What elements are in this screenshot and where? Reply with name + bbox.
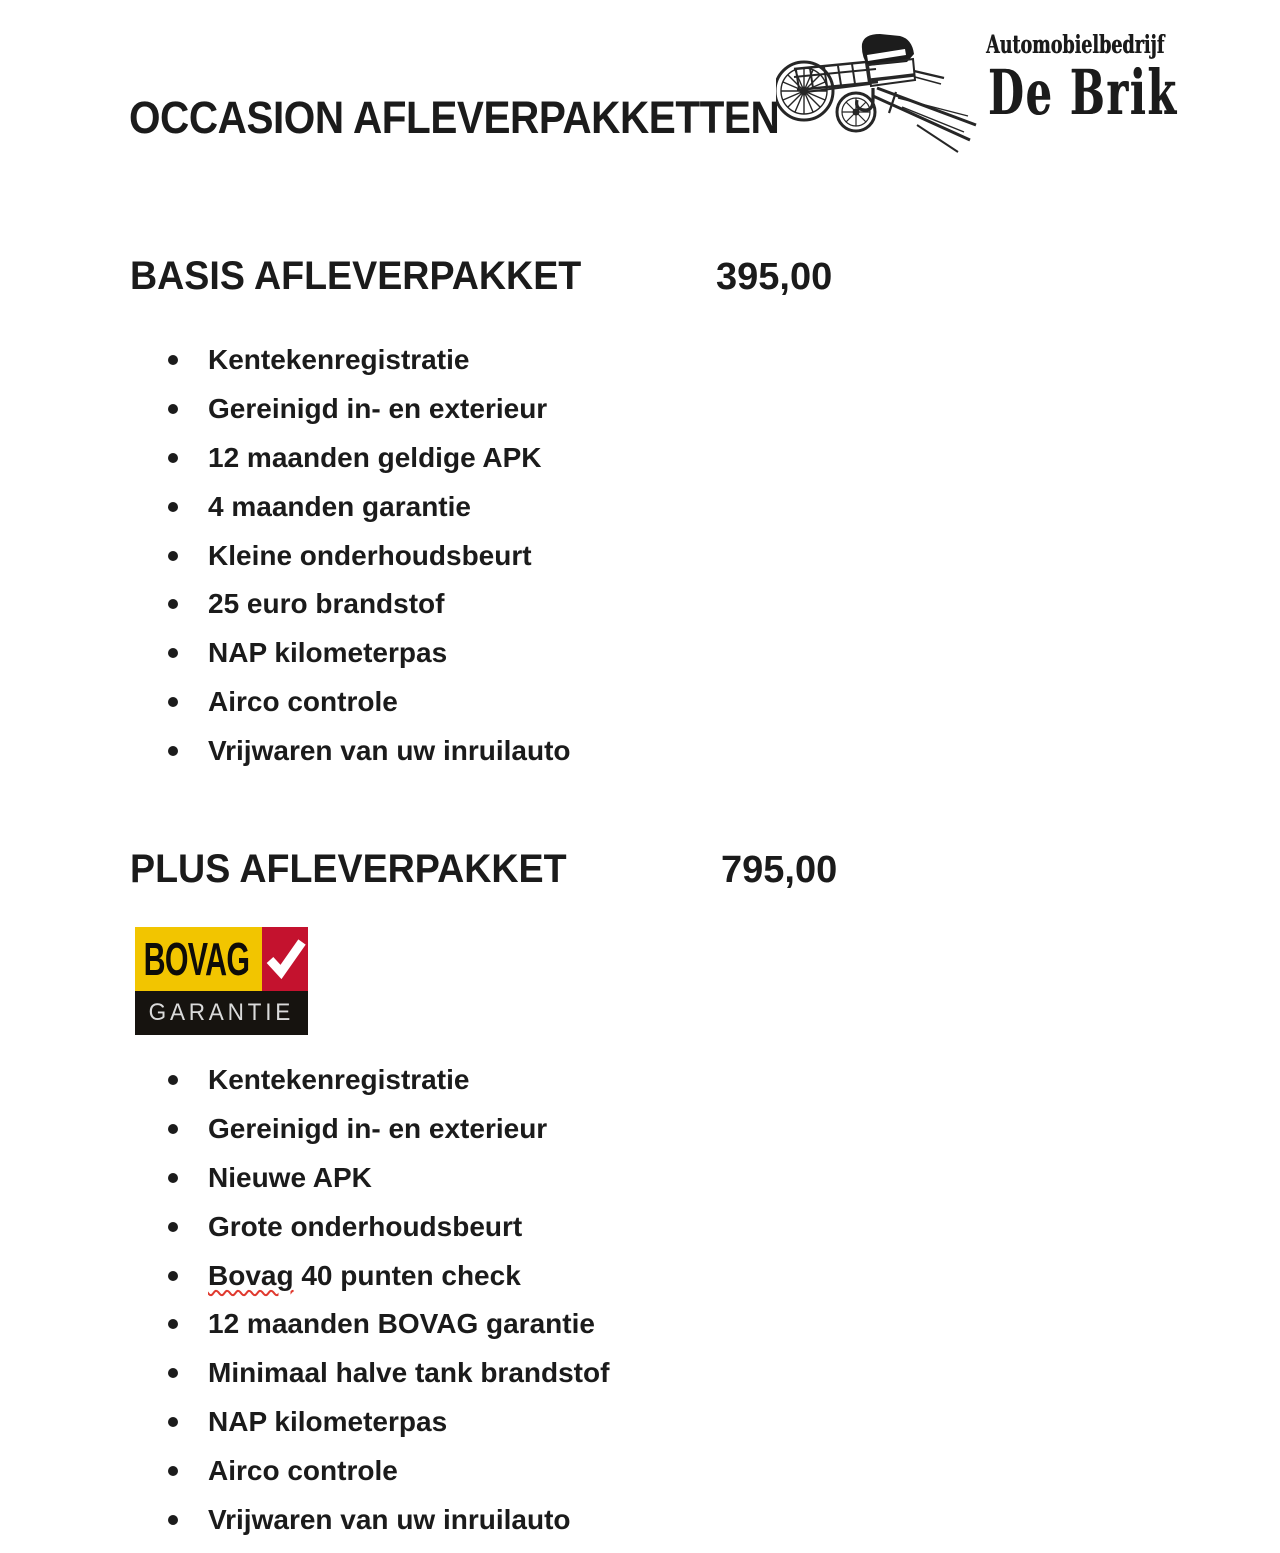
list-item xyxy=(130,385,571,434)
list-item-text: Kentekenregistratie xyxy=(208,344,470,376)
bovag-label: BOVAG xyxy=(143,933,250,985)
list-item-text: Gereinigd in- en exterieur xyxy=(208,393,548,425)
bullet-icon xyxy=(168,453,178,463)
bullet-icon xyxy=(168,1368,178,1378)
section-price-plus: 795,00 xyxy=(721,849,838,891)
brand-prefix: Automobielbedrijf xyxy=(986,30,1165,59)
bullet-icon xyxy=(168,502,178,512)
bullet-icon xyxy=(168,648,178,658)
bullet-icon xyxy=(168,746,178,756)
list-item-text: Minimaal halve tank brandstof xyxy=(208,1357,610,1389)
horse-cart-logo-icon xyxy=(776,28,986,163)
bovag-label-area xyxy=(135,927,262,991)
list-item xyxy=(130,1446,609,1495)
list-item xyxy=(130,1300,609,1349)
list-item-text: Airco controle xyxy=(208,685,398,717)
list-item xyxy=(130,1154,609,1203)
list-item-text: NAP kilometerpas xyxy=(208,637,448,669)
list-item xyxy=(130,1349,609,1398)
list-item-text: NAP kilometerpas xyxy=(208,1405,448,1437)
list-item-text: Nieuwe APK xyxy=(208,1161,372,1193)
list-item xyxy=(130,482,571,531)
section-heading-basis: BASIS AFLEVERPAKKET xyxy=(130,254,582,298)
list-item-text: 12 maanden BOVAG garantie xyxy=(208,1308,595,1340)
list-item xyxy=(130,336,571,385)
list-item xyxy=(130,531,571,580)
list-item xyxy=(130,678,571,727)
list-item-text: 4 maanden garantie xyxy=(208,490,471,522)
bullet-icon xyxy=(168,1466,178,1476)
list-item-text: Bovag 40 punten check xyxy=(208,1259,521,1291)
bullet-icon xyxy=(168,1319,178,1329)
bullet-icon xyxy=(168,1075,178,1085)
badge-top-band xyxy=(135,927,308,991)
brand-name: De Brik xyxy=(988,56,1178,129)
list-item-text: Grote onderhoudsbeurt xyxy=(208,1210,523,1242)
list-item xyxy=(130,1251,609,1300)
list-item xyxy=(130,1202,609,1251)
bovag-garantie-badge xyxy=(135,927,308,1035)
bullet-list-basis xyxy=(130,336,571,775)
list-item xyxy=(130,1495,609,1544)
bullet-icon xyxy=(168,551,178,561)
list-item-text: Kentekenregistratie xyxy=(208,1064,470,1096)
bullet-icon xyxy=(168,1124,178,1134)
list-item xyxy=(130,1056,609,1105)
checkmark-icon xyxy=(262,927,308,991)
bullet-icon xyxy=(168,1173,178,1183)
list-item-text: Vrijwaren van uw inruilauto xyxy=(208,1503,571,1535)
section-price-basis: 395,00 xyxy=(716,256,833,298)
list-item xyxy=(130,434,571,483)
list-item-text: 12 maanden geldige APK xyxy=(208,441,542,473)
bullet-list-plus xyxy=(130,1056,609,1544)
bullet-icon xyxy=(168,697,178,707)
garantie-label: GARANTIE xyxy=(148,999,295,1026)
list-item xyxy=(130,1398,609,1447)
list-item xyxy=(130,1105,609,1154)
section-heading-plus: PLUS AFLEVERPAKKET xyxy=(130,847,567,891)
bullet-icon xyxy=(168,1417,178,1427)
bullet-icon xyxy=(168,599,178,609)
bullet-icon xyxy=(168,1515,178,1525)
misspelled-word: Bovag xyxy=(208,1259,294,1291)
list-item xyxy=(130,629,571,678)
list-item-text: Kleine onderhoudsbeurt xyxy=(208,539,532,571)
garantie-label-area xyxy=(135,991,308,1035)
bullet-icon xyxy=(168,1271,178,1281)
list-item xyxy=(130,580,571,629)
bullet-icon xyxy=(168,404,178,414)
badge-red-area xyxy=(262,927,308,991)
list-item-text: Gereinigd in- en exterieur xyxy=(208,1113,548,1145)
bullet-icon xyxy=(168,355,178,365)
page-title: OCCASION AFLEVERPAKKETTEN xyxy=(129,92,780,143)
list-item xyxy=(130,726,571,775)
bullet-icon xyxy=(168,1222,178,1232)
list-item-text: Vrijwaren van uw inruilauto xyxy=(208,734,571,766)
list-item-text: 25 euro brandstof xyxy=(208,588,445,620)
list-item-text: Airco controle xyxy=(208,1454,398,1486)
